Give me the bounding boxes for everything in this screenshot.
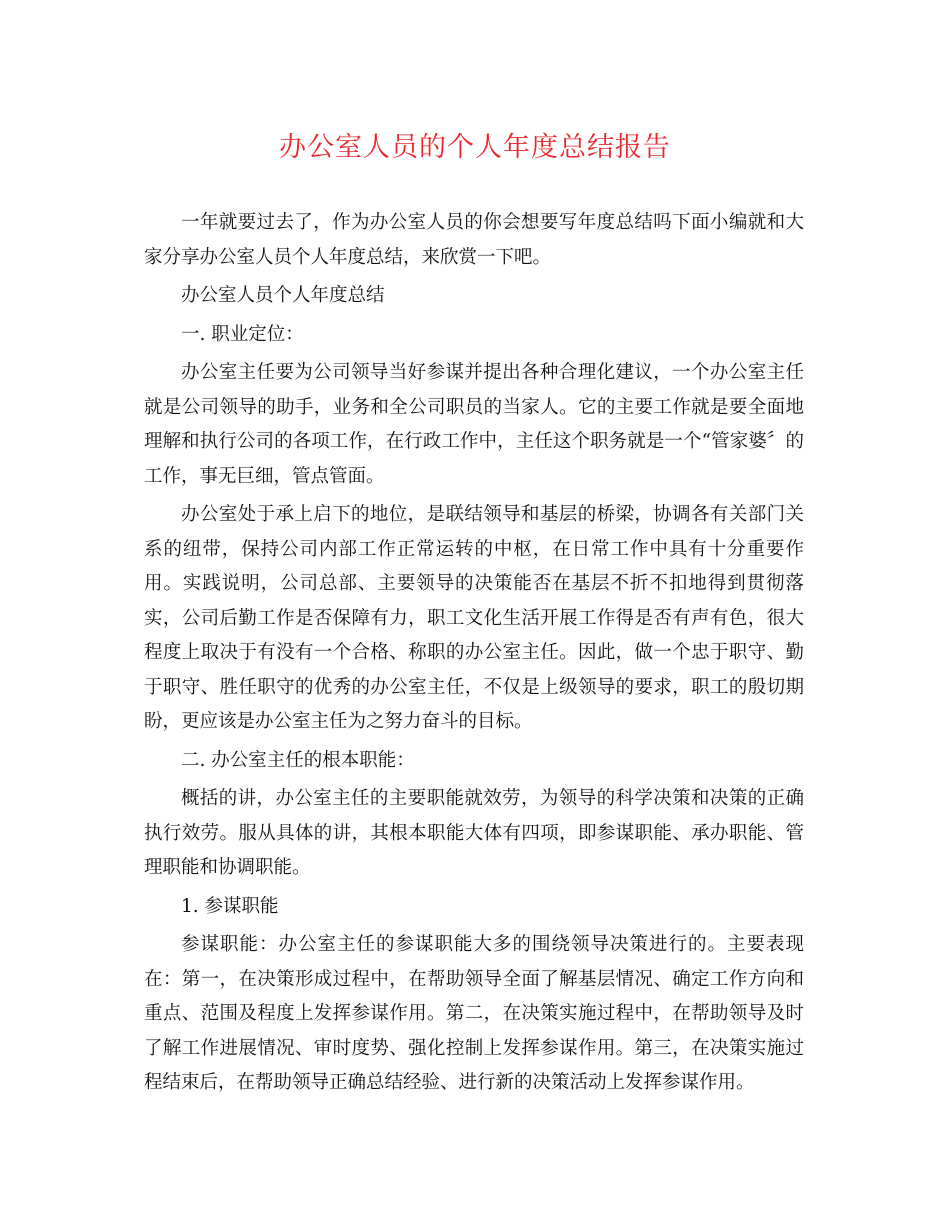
paragraph-basic-functions: 概括的讲，办公室主任的主要职能就效劳，为领导的科学决策和决策的正确执行效劳。服从具体的讲，其根本职能大体有四项，即参谋职能、承办职能、管理职能和协调职能。: [144, 788, 804, 878]
document-body: [144, 206, 804, 1101]
section-heading-basic-functions: 二. 办公室主任的根本职能：: [181, 749, 415, 771]
paragraph-office-role: 办公室处于承上启下的地位，是联结领导和基层的桥梁，协调各有关部门关系的纽带，保持公司内部工作正常运转的中枢，在日常工作中具有十分重要作用。实践说明，公司总部、主要领导的决策能否在基层不折不扣地得到贯彻落实，公司后勤工作是否保障有力，职工文化生活开展工作得是否有声有色，很大程度上取决于有没有一个合格、称职的办公室主任。因此，做一个忠于职守、勤于职守、胜任职守的优秀的办公室主任，不仅是上级领导的要求，职工的殷切期盼，更应该是办公室主任为之努力奋斗的目标。: [144, 504, 804, 732]
section-heading-career-positioning: 一. 职业定位：: [181, 323, 304, 345]
intro-paragraph: 一年就要过去了，作为办公室人员的你会想要写年度总结吗下面小编就和大家分享办公室人员个人年度总结，来欣赏一下吧。: [144, 212, 804, 268]
paragraph-career-positioning: 办公室主任要为公司领导当好参谋并提出各种合理化建议，一个办公室主任就是公司领导的助手，业务和全公司职员的当家人。它的主要工作就是要全面地理解和执行公司的各项工作，在行政工作中，主任这个职务就是一个“管家婆〞的工作，事无巨细，管点管面。: [144, 362, 804, 487]
section-heading-summary: 办公室人员个人年度总结: [181, 285, 385, 306]
subheading-advisory-function: 1. 参谋职能: [181, 895, 279, 917]
paragraph-advisory-function: 参谋职能：办公室主任的参谋职能大多的围绕领导决策进行的。主要表现在：第一，在决策形成过程中，在帮助领导全面了解基层情况、确定工作方向和重点、范围及程度上发挥参谋作用。第二，在决策实施过程中，在帮助领导及时了解工作进展情况、审时度势、强化控制上发挥参谋作用。第三，在决策实施过程结束后，在帮助领导正确总结经验、进行新的决策活动上发挥参谋作用。: [144, 934, 804, 1093]
document-title: 办公室人员的个人年度总结报告: [279, 132, 671, 163]
